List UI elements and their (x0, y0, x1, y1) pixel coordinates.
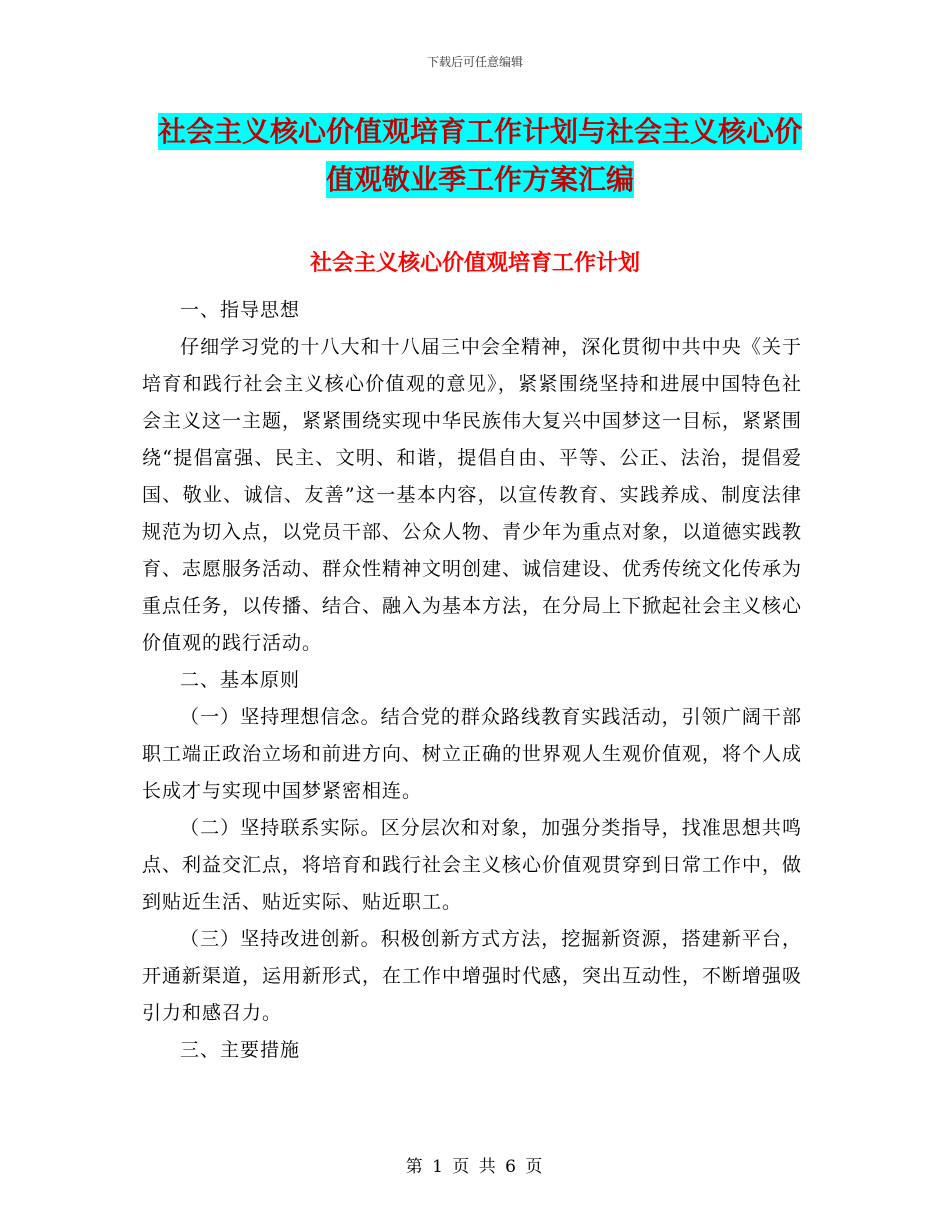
paragraph-principle-1: （一）坚持理想信念。结合党的群众路线教育实践活动，引领广阔干部职工端正政治立场和前进方向、树立正确的世界观人生观价值观，将个人成长成才与实现中国梦紧密相连。 (142, 706, 803, 802)
section-title: 社会主义核心价值观培育工作计划 (309, 251, 640, 276)
main-title (140, 108, 820, 204)
paragraph-principle-2: （二）坚持联系实际。区分层次和对象，加强分类指导，找准思想共鸣点、利益交汇点，将培育和践行社会主义核心价值观贯穿到日常工作中，做到贴近生活、贴近实际、贴近职工。 (142, 817, 803, 913)
heading-basic-principles: 二、基本原则 (180, 669, 301, 691)
paragraph-principle-3: （三）坚持改进创新。积极创新方式方法，挖掘新资源，搭建新平台，开通新渠道，运用新形式，在工作中增强时代感，突出互动性，不断增强吸引力和感召力。 (142, 928, 803, 1024)
header-note: 下载后可任意编辑 (426, 55, 523, 69)
heading-guiding-ideology: 一、指导思想 (180, 299, 301, 321)
document-body (142, 292, 802, 1069)
main-title-line-2: 值观敬业季工作方案汇编 (325, 163, 634, 196)
heading-main-measures: 三、主要措施 (180, 1039, 301, 1061)
paragraph-guiding-ideology: 仔细学习党的十八大和十八届三中会全精神，深化贯彻中共中央《关于培育和践行社会主义核心价值观的意见》，紧紧围绕坚持和进展中国特色社会主义这一主题，紧紧围绕实现中华民族伟大复兴中国梦这一目标，紧紧围绕“提倡富强、民主、文明、和谐，提倡自由、平等、公正、法治，提倡爱国、敬业、诚信、友善”这一基本内容，以宣传教育、实践养成、制度法律规范为切入点，以党员干部、公众人物、青少年为重点对象，以道德实践教育、志愿服务活动、群众性精神文明创建、诚信建设、优秀传统文化传承为重点任务，以传播、结合、融入为基本方法，在分局上下掀起社会主义核心价值观的践行活动。 (142, 336, 803, 654)
page-number-footer: 第 1 页 共 6 页 (405, 1157, 545, 1177)
main-title-line-1: 社会主义核心价值观培育工作计划与社会主义核心价 (157, 115, 802, 148)
